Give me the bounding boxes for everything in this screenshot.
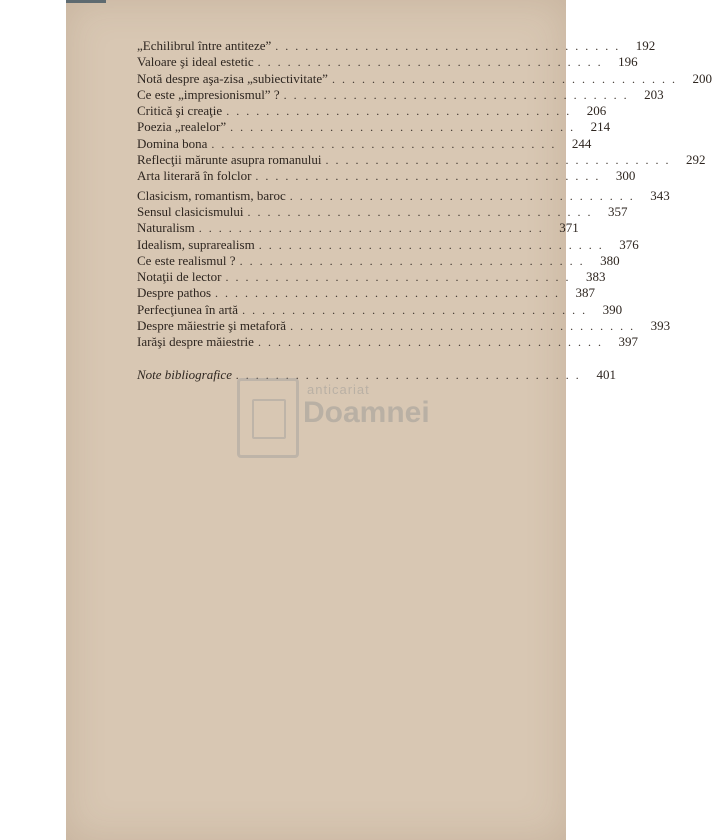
toc-entry-page: 371 xyxy=(559,220,579,236)
watermark-big-text: Doamnei xyxy=(303,396,430,429)
toc-entry-title: Clasicism, romantism, baroc xyxy=(137,187,286,203)
toc-entry xyxy=(137,236,639,253)
toc-entry-title: „Echilibrul între antiteze” xyxy=(137,38,272,53)
toc-entry-page: 383 xyxy=(585,269,606,285)
toc-entry-page: 376 xyxy=(619,236,639,252)
toc-entry xyxy=(137,203,628,220)
leader-dots: ................................... xyxy=(242,302,593,317)
toc-entry-page: 214 xyxy=(590,119,611,135)
toc-entry xyxy=(137,168,636,184)
toc-entry-page: 387 xyxy=(575,285,596,301)
toc-entry xyxy=(137,119,611,135)
leader-dots: ................................... xyxy=(235,367,586,382)
toc-entry-title: Valoare şi ideal estetic xyxy=(137,54,254,70)
toc-entry-title: Arta literară în folclor xyxy=(137,168,252,184)
toc-entry xyxy=(137,54,638,70)
toc-entry-page: 357 xyxy=(608,203,628,219)
book-icon xyxy=(252,399,286,439)
leader-dots: ................................... xyxy=(239,253,590,268)
toc-entry-title: Ce este realismul ? xyxy=(137,252,236,268)
leader-dots: ................................... xyxy=(290,319,641,334)
watermark-small-text: anticariat xyxy=(307,382,370,397)
toc-entry-page: 401 xyxy=(596,366,616,382)
toc-entry-title: Sensul clasicismului xyxy=(137,203,244,219)
toc-entry-page: 300 xyxy=(615,168,636,184)
toc-entry xyxy=(137,269,606,285)
toc-entry-title: Domina bona xyxy=(137,135,208,151)
leader-dots: ................................... xyxy=(215,286,566,301)
leader-dots: ................................... xyxy=(211,136,562,151)
toc-entry xyxy=(137,152,706,168)
toc-entry xyxy=(137,70,712,87)
toc-entry-title: Despre măiestrie şi metaforă xyxy=(137,318,287,334)
toc-entry-title: Critică şi creaţie xyxy=(137,103,223,119)
toc-entry-page: 393 xyxy=(650,318,671,334)
toc-entry-title: Notă despre aşa-zisa „subiectivitate” xyxy=(137,70,328,86)
toc-entry-title: Perfecţiunea în artă xyxy=(137,301,239,317)
toc-entry-page: 206 xyxy=(586,103,607,119)
toc-entry-page: 196 xyxy=(618,54,638,70)
toc-entry-page: 390 xyxy=(602,301,623,317)
toc-entry-title: Ce este „impresionismul” ? xyxy=(137,86,280,102)
leader-dots: ................................... xyxy=(258,237,609,252)
toc-entry xyxy=(137,318,671,334)
leader-dots: ................................... xyxy=(257,335,608,350)
leader-dots: ................................... xyxy=(198,221,549,236)
leader-dots: ................................... xyxy=(230,120,581,135)
toc-entry xyxy=(137,334,638,350)
toc-entry-title: Despre pathos xyxy=(137,285,212,301)
toc-entry xyxy=(137,38,656,54)
toc-entry-page: 292 xyxy=(685,152,706,168)
toc-entry-title: Poezia „realelor” xyxy=(137,119,227,135)
watermark-logo xyxy=(237,378,299,458)
toc-entry-page: 200 xyxy=(692,70,712,86)
toc-entry xyxy=(137,252,620,269)
toc-entry xyxy=(137,86,664,103)
leader-dots: ................................... xyxy=(226,104,577,119)
toc-entry xyxy=(137,301,623,318)
toc-entry-title: Naturalism xyxy=(137,220,195,236)
leader-dots: ................................... xyxy=(257,55,608,70)
leader-dots: ................................... xyxy=(247,204,598,219)
toc-entry-title: Idealism, suprarealism xyxy=(137,236,255,252)
toc-entry-title: Iarăşi despre măiestrie xyxy=(137,334,254,350)
toc-entry xyxy=(137,187,670,204)
leader-dots: ................................... xyxy=(283,87,634,102)
leader-dots: ................................... xyxy=(275,39,626,53)
toc-entry xyxy=(137,285,596,301)
toc-entry-title: Note bibliografice xyxy=(137,366,232,382)
toc-entry xyxy=(137,135,592,152)
table-of-contents xyxy=(137,38,712,383)
toc-entry-page: 203 xyxy=(644,86,664,102)
watermark xyxy=(237,378,487,460)
leader-dots: ................................... xyxy=(325,153,676,168)
toc-entry-page: 397 xyxy=(618,334,638,350)
toc-entry xyxy=(137,220,579,236)
leader-dots: ................................... xyxy=(255,169,606,184)
toc-entry-title: Notaţii de lector xyxy=(137,269,222,285)
toc-entry xyxy=(137,103,607,119)
toc-entry-page: 380 xyxy=(600,252,620,268)
leader-dots: ................................... xyxy=(225,270,576,285)
leader-dots: ................................... xyxy=(289,188,640,203)
toc-entry-page: 343 xyxy=(650,187,670,203)
leader-dots: ................................... xyxy=(331,71,682,86)
toc-entry-page: 244 xyxy=(571,135,592,151)
toc-entry-title: Reflecţii mărunte asupra romanului xyxy=(137,152,322,168)
toc-entry-page: 192 xyxy=(635,38,656,53)
